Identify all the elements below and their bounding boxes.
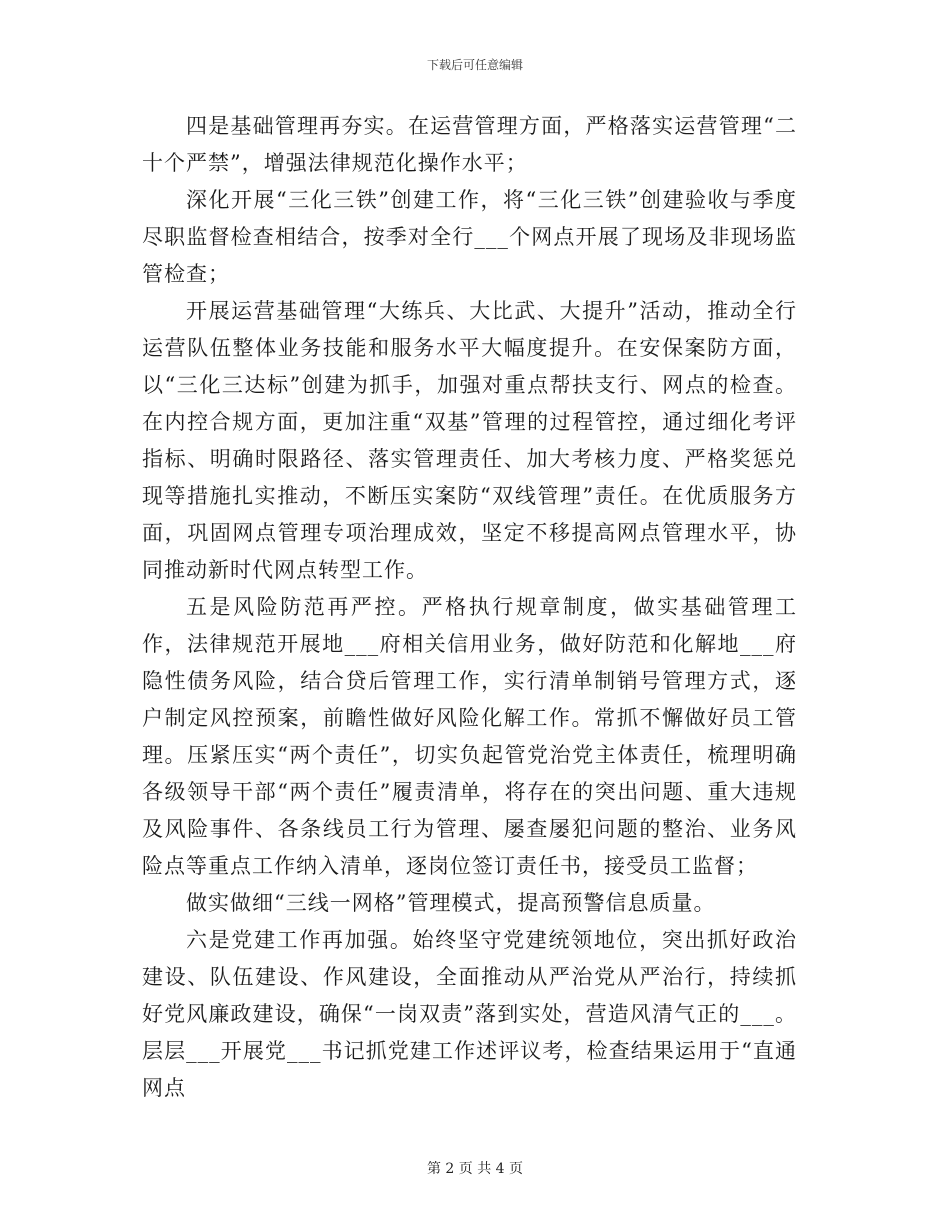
document-body: [142, 108, 797, 1107]
paragraph-party-building: 六是党建工作再加强。始终坚守党建统领地位，突出抓好政治建设、队伍建设、作风建设，全面推动从严治党从严治行，持续抓好党风廉政建设，确保“一岗双责”落到实处，营造风清气正的___。层层___开展党___书记抓党建工作述评议考，检查结果运用于“直通网点: [142, 928, 797, 1100]
page-footer: 第 2 页 共 4 页: [426, 1161, 524, 1177]
paragraph-basic-management: 四是基础管理再夯实。在运营管理方面，严格落实运营管理“二十个严禁”，增强法律规范化操作水平；: [142, 114, 797, 175]
paragraph-three-iron: 深化开展“三化三铁”创建工作，将“三化三铁”创建验收与季度尽职监督检查相结合，按季对全行___个网点开展了现场及非现场监管检查；: [142, 188, 797, 286]
header-note: 下载后可任意编辑: [426, 58, 523, 72]
paragraph-risk-control: 五是风险防范再严控。严格执行规章制度，做实基础管理工作，法律规范开展地___府相关信用业务，做好防范和化解地___府隐性债务风险，结合贷后管理工作，实行清单制销号管理方式，逐户制定风控预案，前瞻性做好风险化解工作。常抓不懈做好员工管理。压紧压实“两个责任”，切实负起管党治党主体责任，梳理明确各级领导干部“两个责任”履责清单，将存在的突出问题、重大违规及风险事件、各条线员工行为管理、屡查屡犯问题的整治、业务风险点等重点工作纳入清单，逐岗位签订责任书，接受员工监督；: [142, 595, 797, 878]
paragraph-grid-management: 做实做细“三线一网格”管理模式，提高预警信息质量。: [186, 891, 716, 915]
paragraph-operations-training: 开展运营基础管理“大练兵、大比武、大提升”活动，推动全行运营队伍整体业务技能和服务水平大幅度提升。在安保案防方面，以“三化三达标”创建为抓手，加强对重点帮扶支行、网点的检查。在内控合规方面，更加注重“双基”管理的过程管控，通过细化考评指标、明确时限路径、落实管理责任、加大考核力度、严格奖惩兑现等措施扎实推动，不断压实案防“双线管理”责任。在优质服务方面，巩固网点管理专项治理成效，坚定不移提高网点管理水平，协同推动新时代网点转型工作。: [142, 299, 797, 582]
